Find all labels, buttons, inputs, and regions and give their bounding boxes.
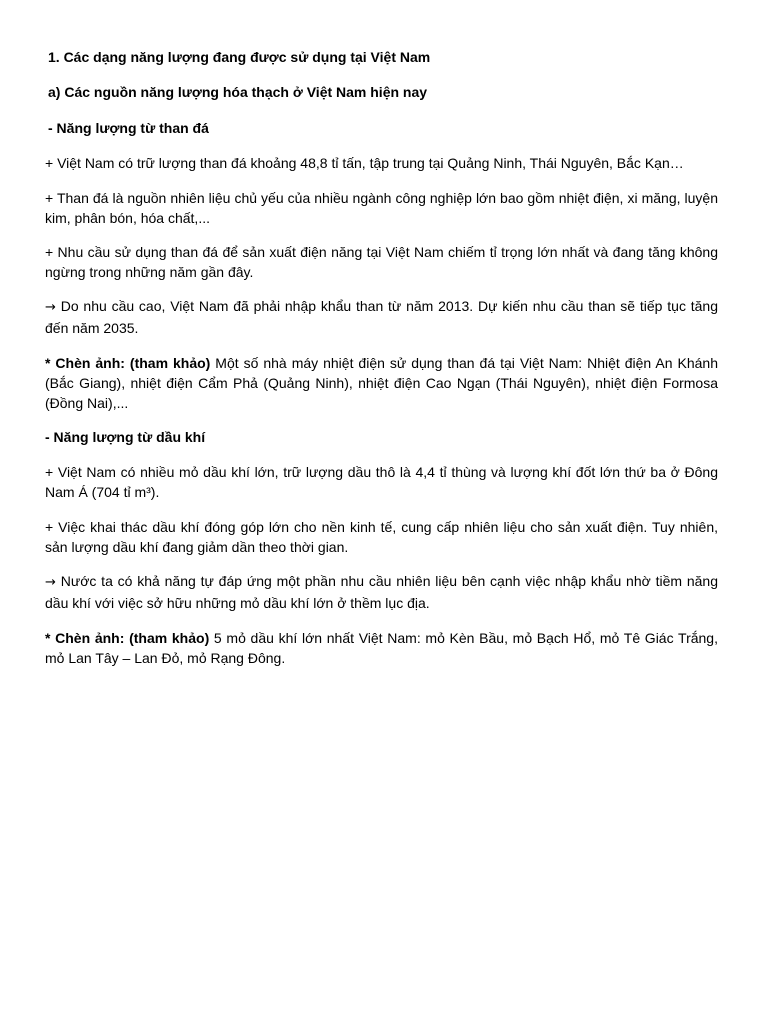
arrow-right-icon: →: [45, 575, 56, 590]
image-note-text: Một số nhà máy nhiệt điện sử dụng than đá tại Việt Nam: Nhiệt điện An Khánh (Bắc Giang), nhiệt điện Cẩm Phả (Quảng Ninh), nhiệt điện Cao Ngạn (Thái Nguyên), nhiệt điện Formosa (Đồng Nai),...: [45, 355, 718, 411]
image-note-label: * Chèn ảnh: (tham khảo): [45, 630, 210, 646]
coal-paragraph-demand: + Nhu cầu sử dụng than đá để sản xuất điện năng tại Việt Nam chiếm tỉ trọng lớn nhất và đang tăng không ngừng trong những năm gần đây.: [45, 244, 718, 280]
coal-conclusion: [45, 296, 718, 338]
oil-conclusion: [45, 571, 718, 613]
oil-paragraph-economy: + Việc khai thác dầu khí đóng góp lớn cho nền kinh tế, cung cấp nhiên liệu cho sản xuất điện. Tuy nhiên, sản lượng dầu khí đang giảm dần theo thời gian.: [45, 519, 718, 555]
section-heading: 1. Các dạng năng lượng đang được sử dụng tại Việt Nam: [48, 49, 431, 65]
oil-image-note: [45, 628, 718, 668]
oil-heading: - Năng lượng từ dầu khí: [45, 429, 206, 445]
coal-heading: - Năng lượng từ than đá: [48, 120, 209, 136]
subsection-heading: a) Các nguồn năng lượng hóa thạch ở Việt Nam hiện nay: [48, 84, 428, 100]
arrow-right-icon: →: [45, 300, 56, 315]
oil-paragraph-reserves: + Việt Nam có nhiều mỏ dầu khí lớn, trữ lượng dầu thô là 4,4 tỉ thùng và lượng khí đốt lớn thứ ba ở Đông Nam Á (704 tỉ m³).: [45, 464, 718, 500]
oil-conclusion-text: Nước ta có khả năng tự đáp ứng một phần nhu cầu nhiên liệu bên cạnh việc nhập khẩu nhờ tiềm năng dầu khí với việc sở hữu những mỏ dầu khí lớn ở thềm lục địa.: [45, 573, 718, 611]
image-note-text: 5 mỏ dầu khí lớn nhất Việt Nam: mỏ Kèn Bầu, mỏ Bạch Hổ, mỏ Tê Giác Trắng, mỏ Lan Tây – Lan Đỏ, mỏ Rạng Đông.: [45, 630, 718, 666]
coal-paragraph-reserves: + Việt Nam có trữ lượng than đá khoảng 48,8 tỉ tấn, tập trung tại Quảng Ninh, Thái Nguyên, Bắc Kạn…: [45, 155, 684, 171]
coal-paragraph-industry: + Than đá là nguồn nhiên liệu chủ yếu của nhiều ngành công nghiệp lớn bao gồm nhiệt điện, xi măng, luyện kim, phân bón, hóa chất,...: [45, 190, 718, 226]
image-note-label: * Chèn ảnh: (tham khảo): [45, 355, 211, 371]
coal-conclusion-text: Do nhu cầu cao, Việt Nam đã phải nhập khẩu than từ năm 2013. Dự kiến nhu cầu than sẽ tiếp tục tăng đến năm 2035.: [45, 298, 718, 336]
coal-image-note: [45, 353, 718, 413]
